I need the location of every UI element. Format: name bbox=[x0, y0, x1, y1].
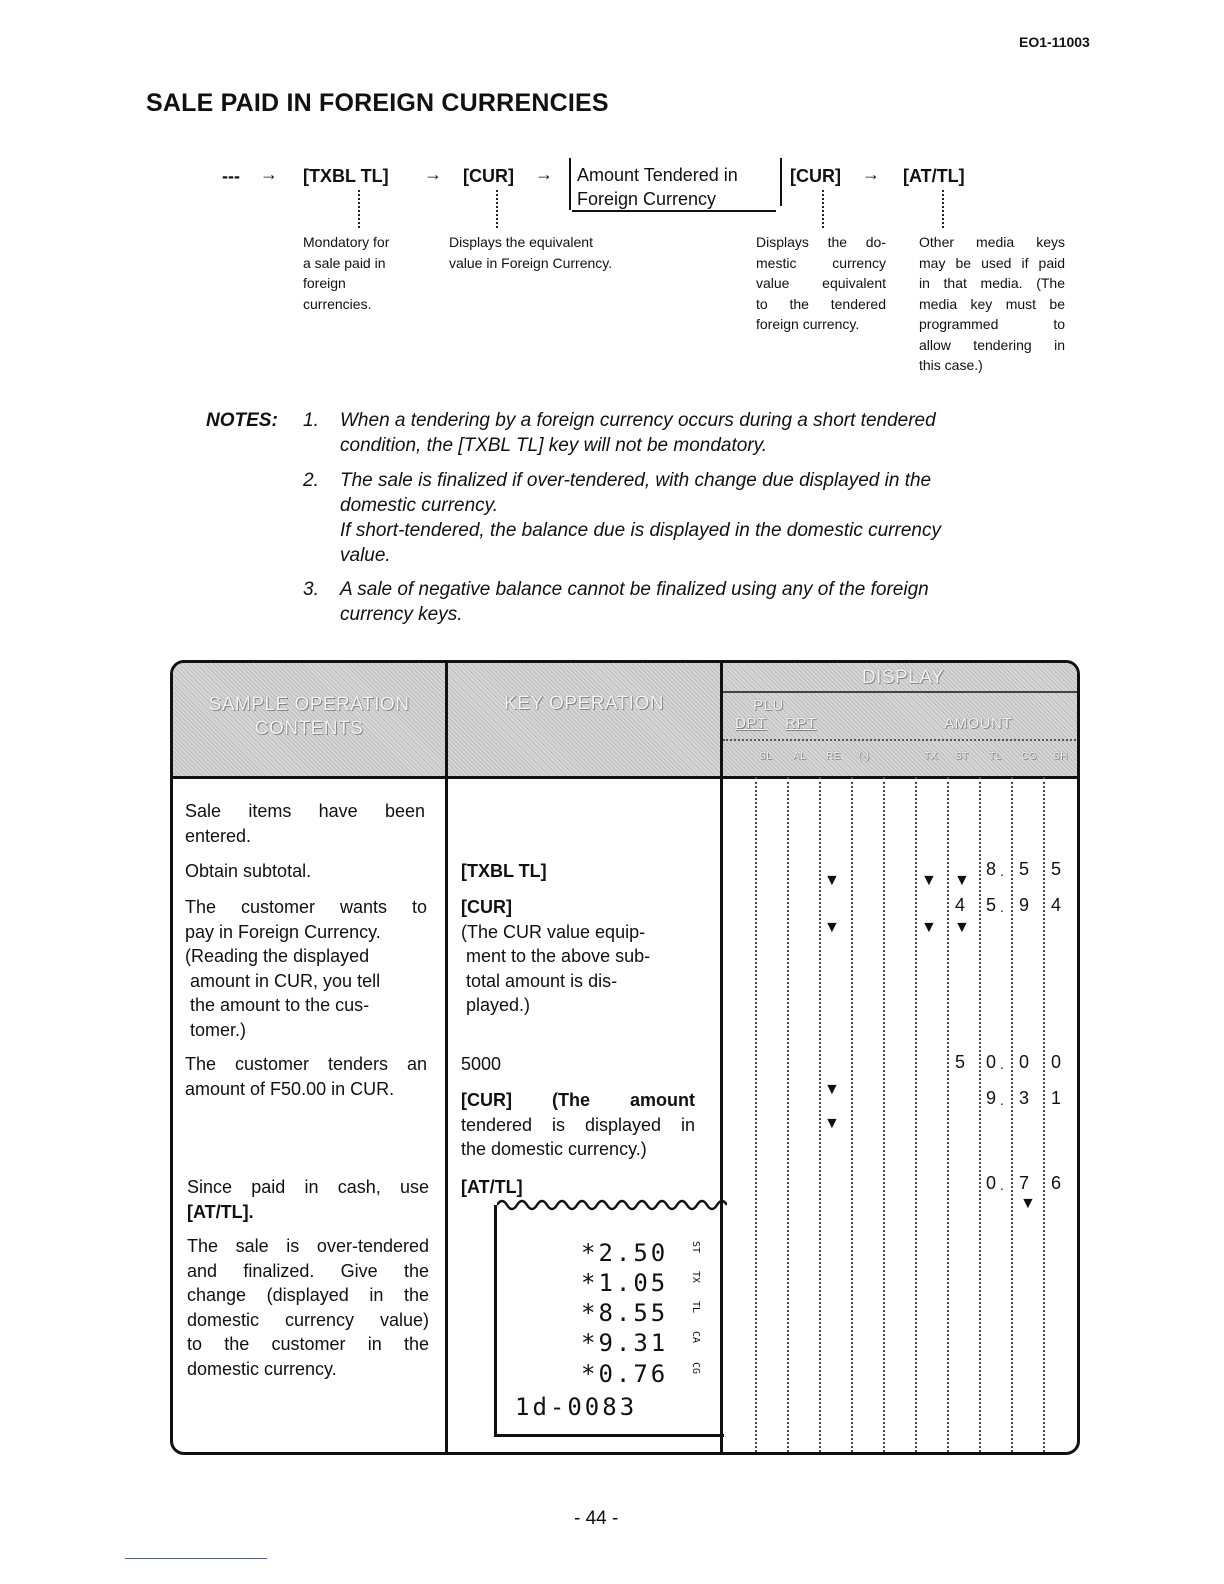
indicator-triangle-icon: ▼ bbox=[954, 919, 970, 936]
flow-step-cur-2: [CUR] bbox=[790, 166, 841, 186]
page-title: SALE PAID IN FOREIGN CURRENCIES bbox=[146, 89, 609, 117]
indicator-sh: SH bbox=[1053, 751, 1068, 762]
indicator-tx: TX bbox=[924, 751, 938, 762]
flow-leader-dots bbox=[822, 190, 824, 228]
flow-amount-line2: Foreign Currency bbox=[577, 189, 717, 209]
indicator-cg: CG bbox=[1021, 751, 1037, 762]
header-amount: AMOUNT bbox=[944, 715, 1012, 732]
flow-arrow-icon: → bbox=[260, 164, 278, 184]
notes-label: NOTES: bbox=[206, 410, 278, 431]
flow-leader-dots bbox=[496, 190, 498, 228]
flow-leader-dots bbox=[358, 190, 360, 228]
display-column bbox=[915, 777, 917, 1452]
receipt-line: *2.50 bbox=[581, 1239, 669, 1267]
receipt-code: TX bbox=[690, 1271, 701, 1284]
note-number: 1. bbox=[303, 410, 319, 431]
display-column bbox=[819, 777, 821, 1452]
flow-lead: --- bbox=[222, 166, 240, 186]
indicator-triangle-icon: ▼ bbox=[1020, 1195, 1036, 1212]
key-amount-5000: 5000 bbox=[461, 1054, 502, 1074]
header-rpt: RPT bbox=[785, 715, 817, 732]
key-txbl-tl: [TXBL TL] bbox=[461, 861, 547, 881]
key-at-tl: [AT/TL] bbox=[461, 1177, 523, 1197]
indicator-triangle-icon: ▼ bbox=[954, 872, 970, 889]
indicator-al: AL bbox=[793, 751, 807, 762]
row-paid-cash-contents: Since paid in cash, use [AT/TL]. bbox=[187, 1177, 429, 1222]
display-digit: 1 bbox=[1051, 1088, 1062, 1108]
key-cur-explanation: [CUR] (The CUR value equip- ment to the above sub- total amount is dis- played.) bbox=[461, 897, 651, 1015]
display-digit: 5 bbox=[1051, 859, 1062, 879]
header-key-bg bbox=[448, 663, 720, 777]
column-divider bbox=[445, 663, 448, 1452]
display-column bbox=[1043, 777, 1045, 1452]
display-digit: 6 bbox=[1051, 1173, 1062, 1193]
header-key-operation: KEY OPERATION bbox=[504, 693, 664, 714]
indicator-minus: (-) bbox=[858, 751, 870, 762]
row-customer-wants-contents: The customer wants to pay in Foreign Currency. (Reading the displayed amount in CUR, you tell the amount to the cus- tomer.) bbox=[185, 897, 427, 1040]
indicator-triangle-icon: ▼ bbox=[824, 1081, 840, 1098]
note-3: A sale of negative balance cannot be finalized using any of the foreign currency keys. bbox=[340, 579, 929, 625]
flow-step-at-tl: [AT/TL] bbox=[903, 166, 965, 186]
display-digit: 0 bbox=[1019, 1052, 1030, 1072]
header-plu: PLU bbox=[753, 697, 784, 714]
decimal-point-icon: . bbox=[1000, 863, 1004, 879]
flow-amount-line1: Amount Tendered in bbox=[577, 165, 738, 185]
flow-arrow-icon: → bbox=[424, 164, 442, 184]
receipt-line: *8.55 bbox=[581, 1299, 669, 1327]
header-display-divider bbox=[723, 691, 1080, 693]
flow-step-txbl-tl: [TXBL TL] bbox=[303, 166, 389, 186]
display-digit: 4 bbox=[1051, 895, 1062, 915]
display-digit: 5 bbox=[955, 1052, 966, 1072]
flow-bracket-right bbox=[780, 158, 782, 206]
header-display: DISPLAY bbox=[861, 667, 945, 688]
display-column bbox=[787, 777, 789, 1452]
display-digit: 5 bbox=[1019, 859, 1030, 879]
flow-arrow-icon: → bbox=[535, 164, 553, 184]
display-digit: 7 bbox=[1019, 1173, 1030, 1193]
indicator-triangle-icon: ▼ bbox=[824, 1115, 840, 1132]
flow-leader-dots bbox=[942, 190, 944, 228]
flow-step-cur: [CUR] bbox=[463, 166, 514, 186]
receipt-code: CA bbox=[690, 1331, 701, 1344]
indicator-re: RE bbox=[826, 751, 841, 762]
header-divider bbox=[173, 776, 1077, 779]
display-column bbox=[979, 777, 981, 1452]
display-column bbox=[947, 777, 949, 1452]
document-code: EO1-11003 bbox=[1019, 34, 1090, 50]
display-digit: 0 bbox=[986, 1052, 997, 1072]
page-number: - 44 - bbox=[574, 1508, 619, 1529]
receipt-code: CG bbox=[690, 1362, 701, 1375]
indicator-sl: SL bbox=[759, 751, 773, 762]
flow-desc-cur: Displays the equivalent value in Foreign Currency. bbox=[449, 234, 613, 271]
note-1: When a tendering by a foreign currency occurs during a short tendered condition, the [TXBL TL] key will not be mondatory. bbox=[340, 410, 936, 456]
header-dpt: DPT bbox=[735, 715, 767, 732]
display-column bbox=[1011, 777, 1013, 1452]
receipt-line: *9.31 bbox=[581, 1329, 669, 1357]
decimal-point-icon: . bbox=[1000, 899, 1004, 915]
header-indicator-divider bbox=[723, 739, 1080, 741]
receipt-code: ST bbox=[690, 1241, 701, 1254]
flow-bracket-left bbox=[569, 158, 571, 210]
decimal-point-icon: . bbox=[1000, 1177, 1004, 1193]
indicator-row bbox=[723, 751, 1080, 771]
indicator-triangle-icon: ▼ bbox=[921, 872, 937, 889]
flow-arrow-icon: → bbox=[862, 164, 880, 184]
decimal-point-icon: . bbox=[1000, 1056, 1004, 1072]
flow-desc-at-tl: Other media keys may be used if paid in that media. (The media key must be programmed to allow tendering in this case.) bbox=[919, 234, 1065, 373]
note-number: 2. bbox=[303, 470, 319, 491]
display-digit: 0 bbox=[986, 1173, 997, 1193]
row-tenders-contents: The customer tenders an amount of F50.00 in CUR. bbox=[185, 1054, 427, 1099]
decimal-point-icon: . bbox=[1000, 1092, 1004, 1108]
row-sale-items-contents: Sale items have been entered. bbox=[185, 801, 425, 846]
flow-underline bbox=[572, 210, 776, 212]
indicator-triangle-icon: ▼ bbox=[921, 919, 937, 936]
display-digit: 9 bbox=[986, 1088, 997, 1108]
display-digit: 0 bbox=[1051, 1052, 1062, 1072]
display-digit: 8 bbox=[986, 859, 997, 879]
indicator-triangle-icon: ▼ bbox=[824, 919, 840, 936]
display-column bbox=[883, 777, 885, 1452]
header-sample-contents: SAMPLE OPERATION CONTENTS bbox=[208, 694, 410, 739]
indicator-tl: TL bbox=[989, 751, 1002, 762]
row-over-tendered-contents: The sale is over-tendered and finalized. Give the change (displayed in the domestic currency value) to the customer in the domestic currency. bbox=[187, 1236, 429, 1379]
note-2: The sale is finalized if over-tendered, with change due displayed in the domestic currency. If short-tendered, the balance due is displayed in the domestic currency value. bbox=[340, 470, 941, 566]
receipt-torn-edge-icon bbox=[497, 1197, 727, 1211]
footer-rule bbox=[125, 1558, 267, 1559]
row-subtotal-contents: Obtain subtotal. bbox=[185, 861, 312, 881]
receipt-line: *0.76 bbox=[581, 1360, 669, 1388]
receipt-code: TL bbox=[690, 1301, 701, 1314]
display-digit: 3 bbox=[1019, 1088, 1030, 1108]
display-column bbox=[755, 777, 757, 1452]
display-digit: 9 bbox=[1019, 895, 1030, 915]
display-column bbox=[851, 777, 853, 1452]
display-digit: 5 bbox=[986, 895, 997, 915]
key-cur-domestic: [CUR] (The amount tendered is displayed in the domestic currency.) bbox=[461, 1090, 695, 1159]
flow-desc-cur-2: Displays the do- mestic currency value equivalent to the tendered foreign currency. bbox=[756, 234, 886, 332]
display-digit: 4 bbox=[955, 895, 966, 915]
indicator-st: ST bbox=[955, 751, 969, 762]
receipt-footer: 1d-0083 bbox=[515, 1393, 638, 1421]
flow-desc-txbl: Mondatory for a sale paid in foreign currencies. bbox=[303, 234, 390, 312]
receipt-line: *1.05 bbox=[581, 1269, 669, 1297]
note-number: 3. bbox=[303, 579, 319, 600]
indicator-triangle-icon: ▼ bbox=[824, 872, 840, 889]
receipt bbox=[494, 1205, 724, 1437]
